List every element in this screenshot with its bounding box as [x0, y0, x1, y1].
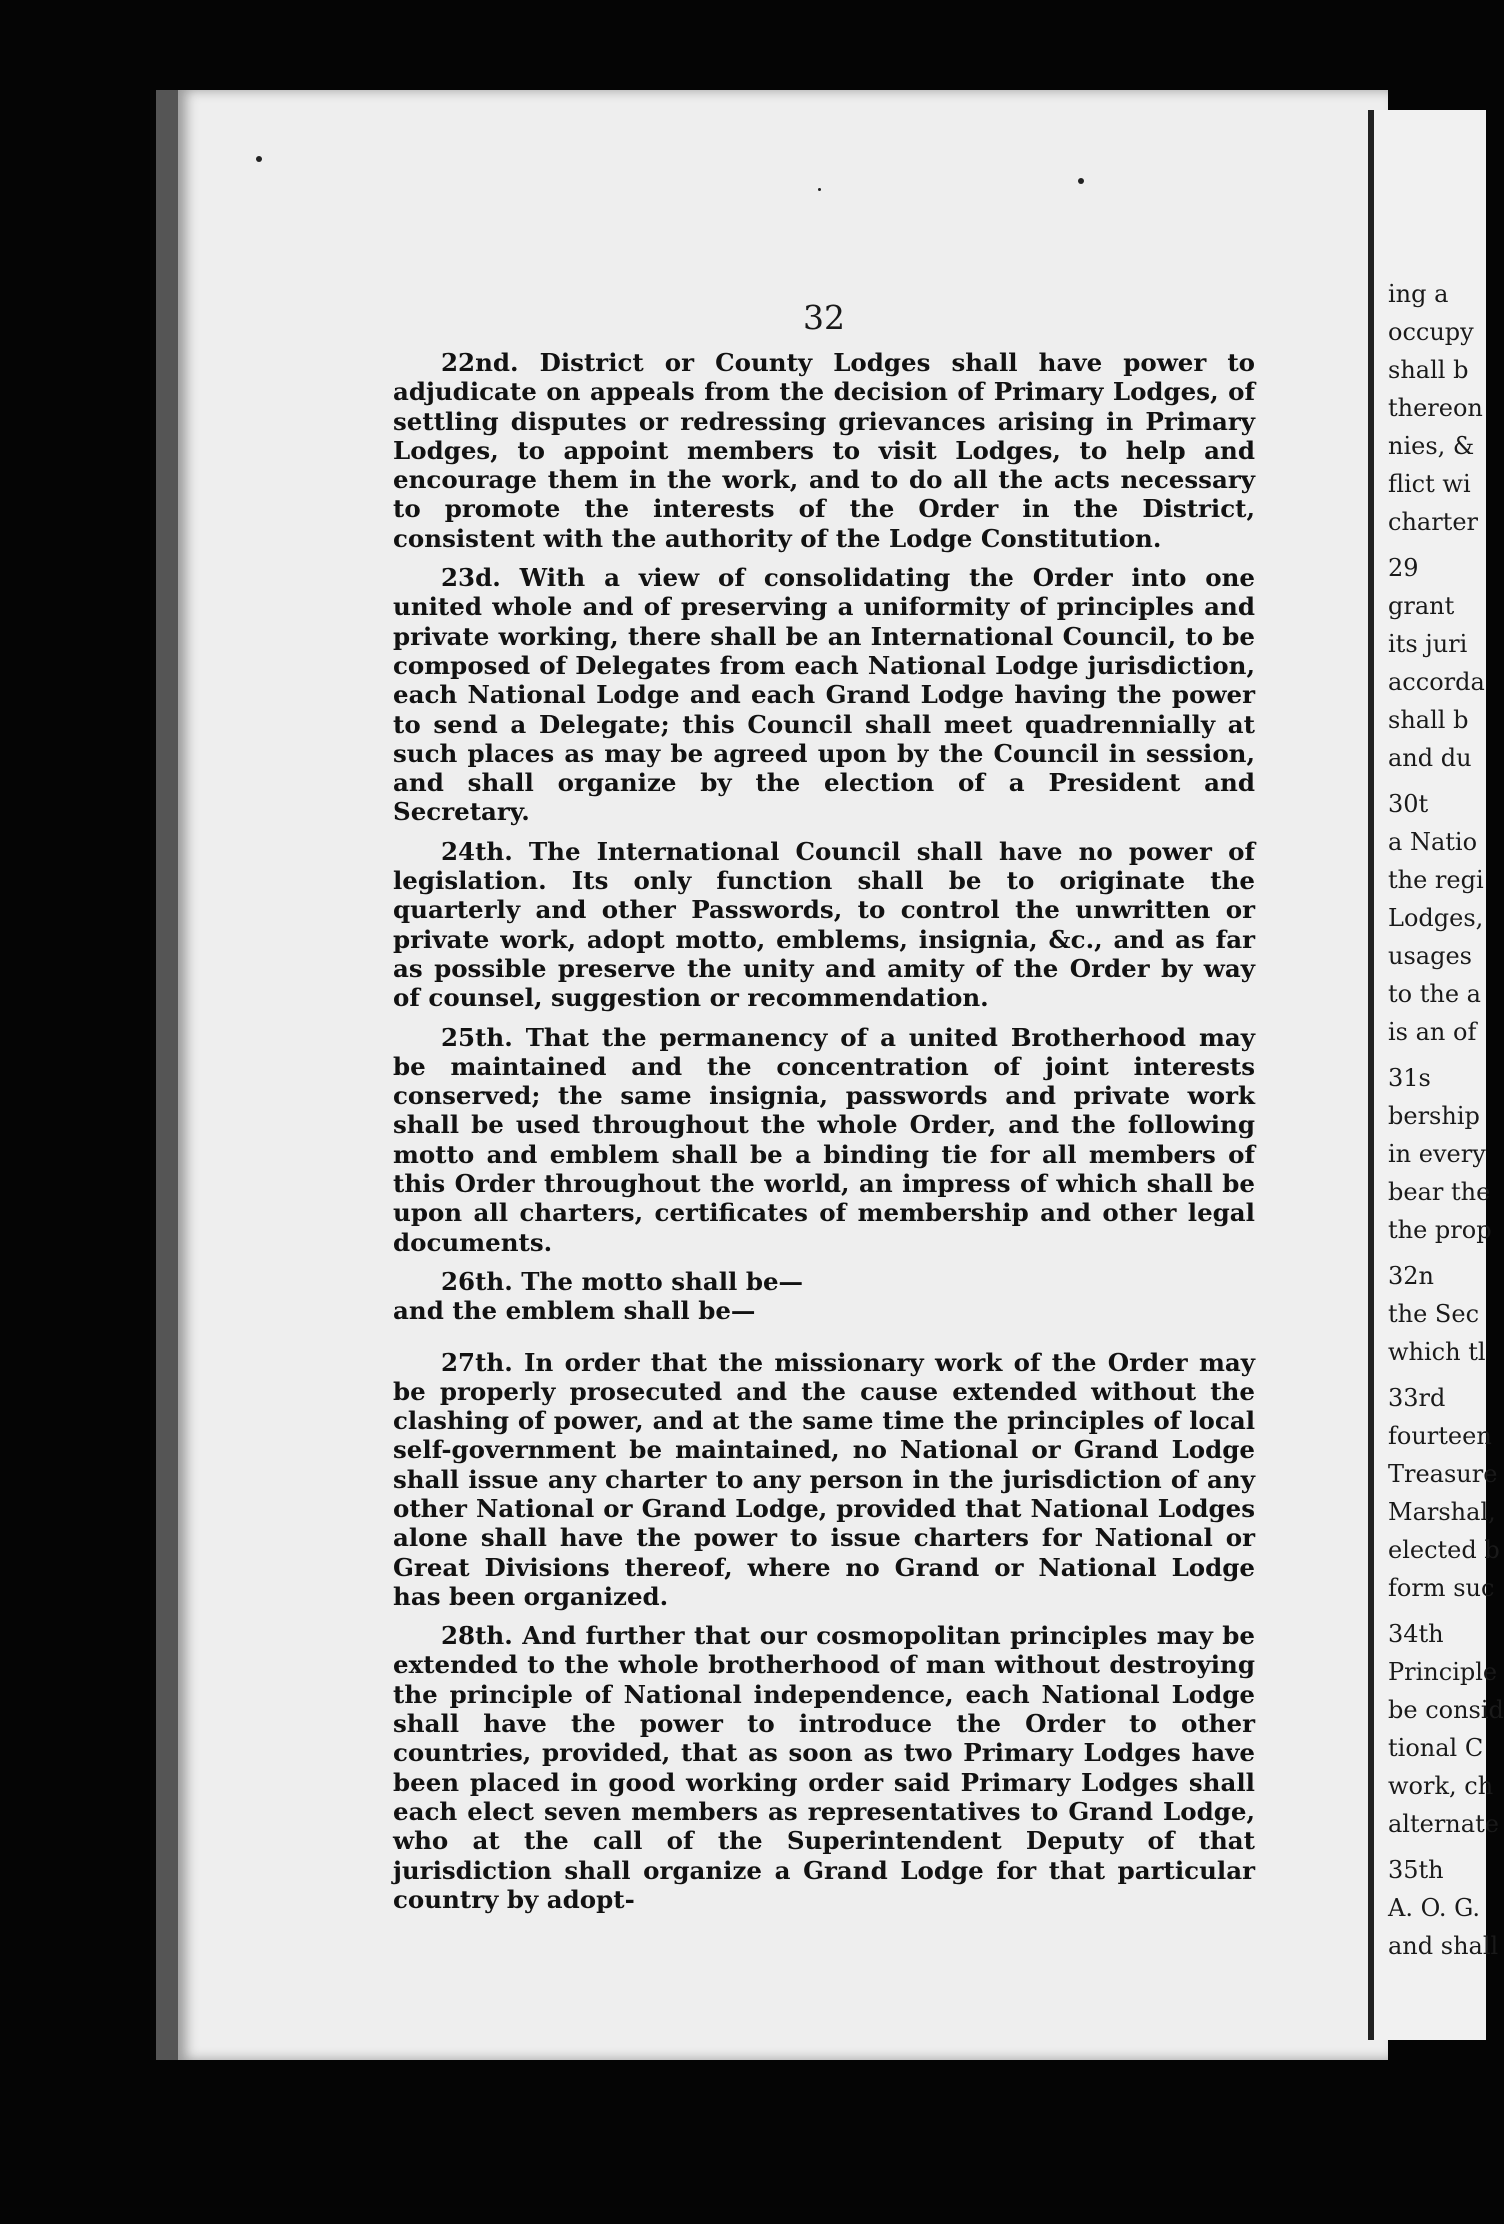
facing-page-line: the prop — [1388, 1216, 1492, 1244]
facing-page-line: 34th — [1388, 1620, 1444, 1648]
facing-page-line: which tl — [1388, 1338, 1486, 1366]
facing-page-line: is an of — [1388, 1018, 1477, 1046]
facing-page-line: be consid — [1388, 1696, 1504, 1724]
facing-page-line: Principle — [1388, 1658, 1498, 1686]
facing-page-line: A. O. G. — [1388, 1894, 1481, 1922]
facing-page-line: 31s — [1388, 1064, 1431, 1092]
facing-page-line: alternate — [1388, 1810, 1499, 1838]
paragraph-25th: 25th. That the permanency of a united Brotherhood may be maintained and the concentration of joint interests conserved; the same insignia, passwords and private work shall be used throughout the whole Order, and the following motto and emblem shall be a binding tie for all members of this Order throughout the world, an impress of which shall be upon all charters, certificates of membership and other legal documents. — [393, 1022, 1255, 1257]
facing-page-line: a Natio — [1388, 828, 1478, 856]
facing-page-line: and du — [1388, 744, 1472, 772]
page-number: 32 — [803, 298, 845, 337]
facing-page-line: Treasure — [1388, 1460, 1498, 1488]
facing-page-line: its juri — [1388, 630, 1468, 658]
facing-page-line: grant — [1388, 592, 1455, 620]
facing-page-line: Lodges, — [1388, 904, 1484, 932]
facing-page-line: 33rd — [1388, 1384, 1446, 1412]
facing-page-line: Marshal, — [1388, 1498, 1496, 1526]
facing-page-line: charter — [1388, 508, 1478, 536]
facing-page-line: tional C — [1388, 1734, 1484, 1762]
facing-page-line: bear the — [1388, 1178, 1491, 1206]
facing-page-line: nies, & — [1388, 432, 1475, 460]
facing-page-line: in every — [1388, 1140, 1486, 1168]
page-body — [393, 348, 1255, 1924]
facing-page-line: the regi — [1388, 866, 1484, 894]
facing-page-line: 32n — [1388, 1262, 1434, 1290]
facing-page-line: work, ch — [1388, 1772, 1494, 1800]
paragraph-24th: 24th. The International Council shall have no power of legislation. Its only function shall be to originate the quarterly and other Passwords, to control the unwritten or private work, adopt motto, emblems, insignia, &c., and as far as possible preserve the unity and amity of the Order by way of counsel, suggestion or recommendation. — [393, 836, 1255, 1013]
facing-page-line: 29 — [1388, 554, 1419, 582]
ink-speck — [1078, 178, 1084, 184]
facing-page-line: to the a — [1388, 980, 1481, 1008]
paragraph-27th: 27th. In order that the missionary work of the Order may be properly prosecuted and the cause extended without the clashing of power, and at the same time the principles of local self-government be maintained, no National or Grand Lodge shall issue any charter to any person in the jurisdiction of any other National or Grand Lodge, provided that National Lodges alone shall have the power to issue charters for National or Great Divisions thereof, where no Grand or National Lodge has been organized. — [393, 1347, 1255, 1611]
ink-speck — [256, 156, 262, 162]
book-page — [156, 90, 1388, 2060]
facing-page-line: occupy — [1388, 318, 1474, 346]
facing-page-line: ing a — [1388, 280, 1449, 308]
facing-page-line: fourteen — [1388, 1422, 1492, 1450]
facing-page-line: 30t — [1388, 790, 1429, 818]
facing-page-line: accorda — [1388, 668, 1485, 696]
facing-page-line: form suc — [1388, 1574, 1495, 1602]
paragraph-28th: 28th. And further that our cosmopolitan principles may be extended to the whole brotherhood of man without destroying the principle of National independence, each National Lodge shall have the power to introduce the Order to other countries, provided, that as soon as two Primary Lodges have been placed in good working order said Primary Lodges shall each elect seven members as representatives to Grand Lodge, who at the call of the Superintendent Deputy of that jurisdiction shall organize a Grand Lodge for that particular country by adopt- — [393, 1621, 1255, 1914]
facing-page — [1368, 110, 1504, 2040]
ink-speck — [818, 188, 821, 191]
paragraph-26th-motto: 26th. The motto shall be— — [441, 1266, 804, 1296]
facing-page-line: shall b — [1388, 356, 1469, 384]
facing-page-line: and shall — [1388, 1932, 1499, 1960]
facing-page-line: elected b — [1388, 1536, 1500, 1564]
facing-page-line: usages — [1388, 942, 1472, 970]
facing-page-line: shall b — [1388, 706, 1469, 734]
paragraph-emblem: and the emblem shall be— — [393, 1296, 756, 1326]
facing-page-line: thereon — [1388, 394, 1483, 422]
facing-page-line: the Sec — [1388, 1300, 1480, 1328]
facing-page-line: bership — [1388, 1102, 1480, 1130]
facing-page-line: flict wi — [1388, 470, 1471, 498]
facing-page-line: 35th — [1388, 1856, 1444, 1884]
paragraph-22nd: 22nd. District or County Lodges shall have power to adjudicate on appeals from the decision of Primary Lodges, of settling disputes or redressing grievances arising in Primary Lodges, to appoint members to visit Lodges, to help and encourage them in the work, and to do all the acts necessary to promote the interests of the Order in the District, consistent with the authority of the Lodge Constitution. — [393, 348, 1255, 553]
paragraph-23d: 23d. With a view of consolidating the Order into one united whole and of preserving a uniformity of principles and private working, there shall be an International Council, to be composed of Delegates from each National Lodge jurisdiction, each National Lodge and each Grand Lodge having the power to send a Delegate; this Council shall meet quadrennially at such places as may be agreed upon by the Council in session, and shall organize by the election of a President and Secretary. — [393, 563, 1255, 827]
